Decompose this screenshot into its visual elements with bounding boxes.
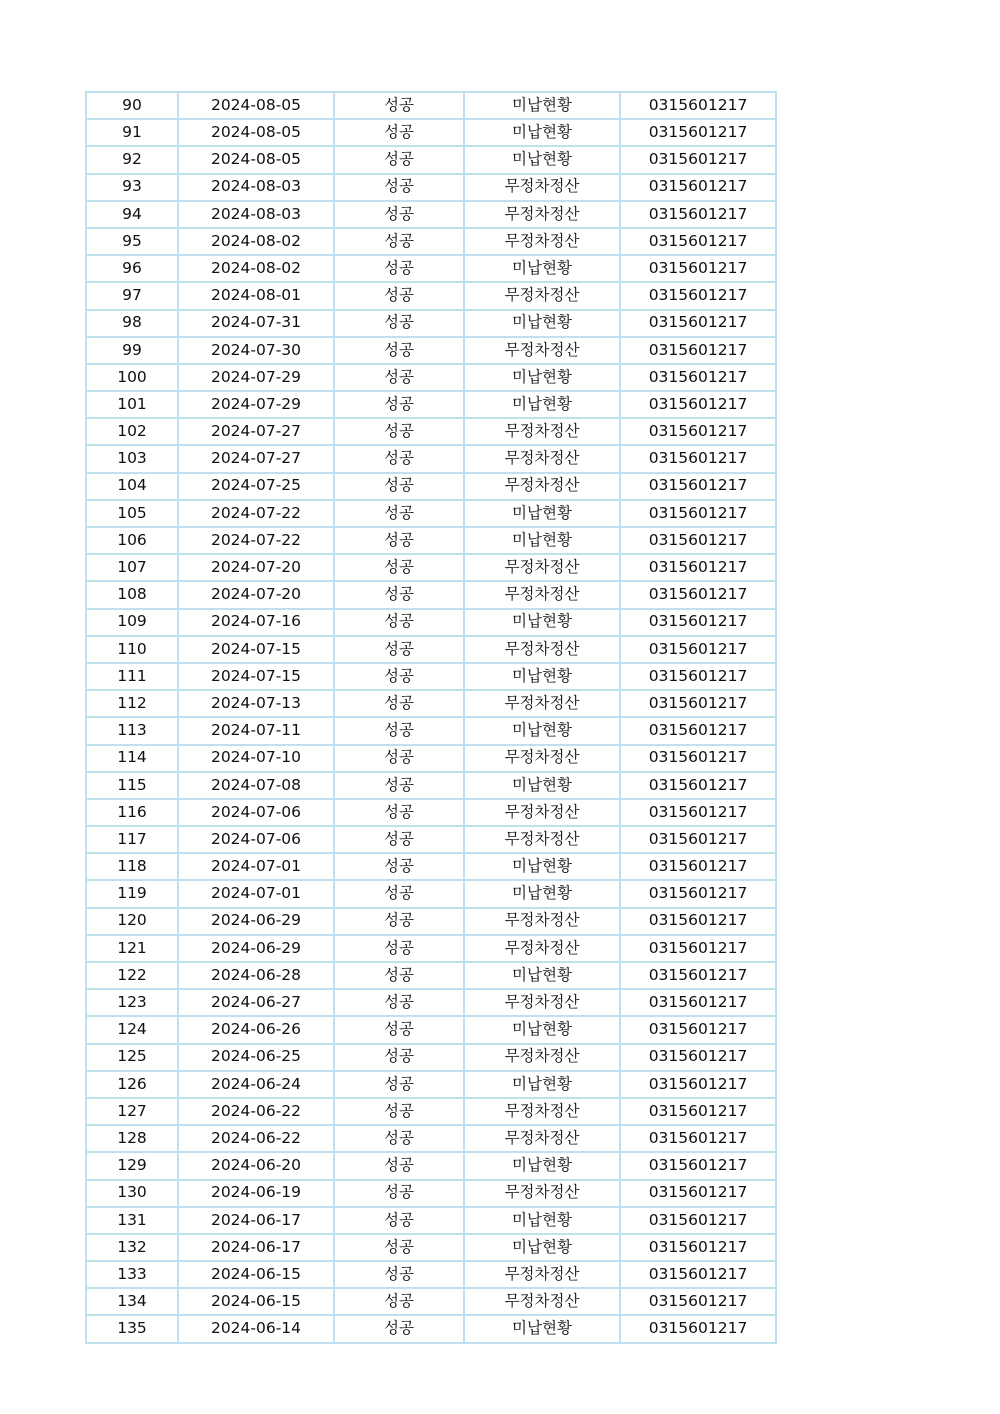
result-cell: 성공	[334, 935, 464, 962]
table-row	[86, 310, 776, 337]
type-cell: 무정차정산	[464, 935, 620, 962]
result-cell: 성공	[334, 473, 464, 500]
date-cell: 2024-07-31	[178, 310, 334, 337]
phone-cell: 0315601217	[620, 500, 776, 527]
table-row	[86, 1261, 776, 1288]
row-number-cell: 122	[86, 962, 178, 989]
phone-cell: 0315601217	[620, 745, 776, 772]
row-number-cell: 123	[86, 989, 178, 1016]
row-number-cell: 110	[86, 636, 178, 663]
date-cell: 2024-06-15	[178, 1288, 334, 1315]
phone-cell: 0315601217	[620, 554, 776, 581]
result-cell: 성공	[334, 445, 464, 472]
row-number-cell: 111	[86, 663, 178, 690]
table-row	[86, 663, 776, 690]
phone-cell: 0315601217	[620, 364, 776, 391]
table-row	[86, 745, 776, 772]
row-number-cell: 128	[86, 1125, 178, 1152]
result-cell: 성공	[334, 1315, 464, 1342]
date-cell: 2024-06-27	[178, 989, 334, 1016]
result-cell: 성공	[334, 609, 464, 636]
row-number-cell: 91	[86, 119, 178, 146]
table-row	[86, 1234, 776, 1261]
table-row	[86, 690, 776, 717]
date-cell: 2024-07-01	[178, 853, 334, 880]
row-number-cell: 107	[86, 554, 178, 581]
result-cell: 성공	[334, 745, 464, 772]
date-cell: 2024-07-06	[178, 799, 334, 826]
row-number-cell: 130	[86, 1180, 178, 1207]
row-number-cell: 92	[86, 146, 178, 173]
type-cell: 무정차정산	[464, 1098, 620, 1125]
phone-cell: 0315601217	[620, 1044, 776, 1071]
table-row	[86, 853, 776, 880]
table-row	[86, 228, 776, 255]
table-row	[86, 364, 776, 391]
table-row	[86, 1315, 776, 1342]
type-cell: 미납현황	[464, 364, 620, 391]
type-cell: 무정차정산	[464, 799, 620, 826]
table-row	[86, 935, 776, 962]
type-cell: 미납현황	[464, 500, 620, 527]
result-cell: 성공	[334, 282, 464, 309]
result-cell: 성공	[334, 174, 464, 201]
row-number-cell: 120	[86, 908, 178, 935]
type-cell: 무정차정산	[464, 418, 620, 445]
type-cell: 미납현황	[464, 962, 620, 989]
date-cell: 2024-06-26	[178, 1016, 334, 1043]
row-number-cell: 121	[86, 935, 178, 962]
row-number-cell: 131	[86, 1207, 178, 1234]
phone-cell: 0315601217	[620, 1152, 776, 1179]
row-number-cell: 134	[86, 1288, 178, 1315]
result-cell: 성공	[334, 826, 464, 853]
date-cell: 2024-08-03	[178, 174, 334, 201]
type-cell: 무정차정산	[464, 690, 620, 717]
type-cell: 무정차정산	[464, 554, 620, 581]
date-cell: 2024-07-29	[178, 364, 334, 391]
phone-cell: 0315601217	[620, 1261, 776, 1288]
phone-cell: 0315601217	[620, 1071, 776, 1098]
date-cell: 2024-07-10	[178, 745, 334, 772]
result-cell: 성공	[334, 1044, 464, 1071]
result-cell: 성공	[334, 1180, 464, 1207]
row-number-cell: 90	[86, 92, 178, 119]
type-cell: 미납현황	[464, 1071, 620, 1098]
phone-cell: 0315601217	[620, 609, 776, 636]
row-number-cell: 125	[86, 1044, 178, 1071]
phone-cell: 0315601217	[620, 989, 776, 1016]
result-cell: 성공	[334, 310, 464, 337]
row-number-cell: 102	[86, 418, 178, 445]
date-cell: 2024-07-25	[178, 473, 334, 500]
row-number-cell: 98	[86, 310, 178, 337]
date-cell: 2024-06-14	[178, 1315, 334, 1342]
type-cell: 무정차정산	[464, 745, 620, 772]
phone-cell: 0315601217	[620, 962, 776, 989]
table-row	[86, 609, 776, 636]
row-number-cell: 117	[86, 826, 178, 853]
table-row	[86, 146, 776, 173]
result-cell: 성공	[334, 146, 464, 173]
table-row	[86, 799, 776, 826]
table-row	[86, 1016, 776, 1043]
result-cell: 성공	[334, 1152, 464, 1179]
result-cell: 성공	[334, 228, 464, 255]
result-cell: 성공	[334, 772, 464, 799]
phone-cell: 0315601217	[620, 880, 776, 907]
date-cell: 2024-08-05	[178, 119, 334, 146]
type-cell: 미납현황	[464, 527, 620, 554]
type-cell: 미납현황	[464, 1207, 620, 1234]
result-cell: 성공	[334, 989, 464, 1016]
result-cell: 성공	[334, 799, 464, 826]
phone-cell: 0315601217	[620, 119, 776, 146]
result-cell: 성공	[334, 201, 464, 228]
phone-cell: 0315601217	[620, 418, 776, 445]
result-cell: 성공	[334, 1016, 464, 1043]
date-cell: 2024-07-22	[178, 500, 334, 527]
table-row	[86, 1288, 776, 1315]
row-number-cell: 127	[86, 1098, 178, 1125]
row-number-cell: 101	[86, 391, 178, 418]
result-cell: 성공	[334, 690, 464, 717]
phone-cell: 0315601217	[620, 908, 776, 935]
date-cell: 2024-07-30	[178, 337, 334, 364]
row-number-cell: 132	[86, 1234, 178, 1261]
table-row	[86, 418, 776, 445]
result-cell: 성공	[334, 853, 464, 880]
table-row	[86, 1180, 776, 1207]
result-cell: 성공	[334, 337, 464, 364]
date-cell: 2024-06-19	[178, 1180, 334, 1207]
result-cell: 성공	[334, 962, 464, 989]
result-cell: 성공	[334, 1288, 464, 1315]
type-cell: 무정차정산	[464, 228, 620, 255]
date-cell: 2024-06-24	[178, 1071, 334, 1098]
table-row	[86, 772, 776, 799]
table-row	[86, 880, 776, 907]
phone-cell: 0315601217	[620, 663, 776, 690]
result-cell: 성공	[334, 527, 464, 554]
table-row	[86, 174, 776, 201]
row-number-cell: 106	[86, 527, 178, 554]
date-cell: 2024-07-15	[178, 663, 334, 690]
row-number-cell: 105	[86, 500, 178, 527]
result-cell: 성공	[334, 1125, 464, 1152]
date-cell: 2024-07-20	[178, 581, 334, 608]
phone-cell: 0315601217	[620, 1288, 776, 1315]
table-row	[86, 1152, 776, 1179]
type-cell: 무정차정산	[464, 826, 620, 853]
row-number-cell: 109	[86, 609, 178, 636]
phone-cell: 0315601217	[620, 527, 776, 554]
result-cell: 성공	[334, 500, 464, 527]
row-number-cell: 124	[86, 1016, 178, 1043]
table-row	[86, 282, 776, 309]
date-cell: 2024-07-15	[178, 636, 334, 663]
type-cell: 미납현황	[464, 772, 620, 799]
table-row	[86, 255, 776, 282]
type-cell: 무정차정산	[464, 1288, 620, 1315]
table-row	[86, 445, 776, 472]
type-cell: 미납현황	[464, 853, 620, 880]
result-cell: 성공	[334, 1207, 464, 1234]
records-table	[85, 91, 777, 1344]
result-cell: 성공	[334, 92, 464, 119]
date-cell: 2024-06-29	[178, 908, 334, 935]
phone-cell: 0315601217	[620, 1315, 776, 1342]
date-cell: 2024-06-22	[178, 1125, 334, 1152]
phone-cell: 0315601217	[620, 337, 776, 364]
result-cell: 성공	[334, 255, 464, 282]
phone-cell: 0315601217	[620, 391, 776, 418]
phone-cell: 0315601217	[620, 1098, 776, 1125]
table-row	[86, 581, 776, 608]
type-cell: 미납현황	[464, 391, 620, 418]
row-number-cell: 93	[86, 174, 178, 201]
table-row	[86, 500, 776, 527]
phone-cell: 0315601217	[620, 174, 776, 201]
result-cell: 성공	[334, 636, 464, 663]
table-row	[86, 119, 776, 146]
table-row	[86, 391, 776, 418]
date-cell: 2024-08-03	[178, 201, 334, 228]
table-row	[86, 1207, 776, 1234]
type-cell: 무정차정산	[464, 908, 620, 935]
row-number-cell: 129	[86, 1152, 178, 1179]
table-row	[86, 201, 776, 228]
date-cell: 2024-08-02	[178, 255, 334, 282]
date-cell: 2024-07-01	[178, 880, 334, 907]
phone-cell: 0315601217	[620, 799, 776, 826]
phone-cell: 0315601217	[620, 1180, 776, 1207]
table-row	[86, 337, 776, 364]
date-cell: 2024-07-08	[178, 772, 334, 799]
result-cell: 성공	[334, 880, 464, 907]
date-cell: 2024-07-20	[178, 554, 334, 581]
table-row	[86, 92, 776, 119]
phone-cell: 0315601217	[620, 255, 776, 282]
result-cell: 성공	[334, 554, 464, 581]
phone-cell: 0315601217	[620, 1016, 776, 1043]
phone-cell: 0315601217	[620, 473, 776, 500]
row-number-cell: 115	[86, 772, 178, 799]
date-cell: 2024-06-17	[178, 1207, 334, 1234]
type-cell: 무정차정산	[464, 1261, 620, 1288]
row-number-cell: 119	[86, 880, 178, 907]
type-cell: 무정차정산	[464, 201, 620, 228]
date-cell: 2024-06-17	[178, 1234, 334, 1261]
date-cell: 2024-07-06	[178, 826, 334, 853]
type-cell: 무정차정산	[464, 989, 620, 1016]
row-number-cell: 97	[86, 282, 178, 309]
date-cell: 2024-06-22	[178, 1098, 334, 1125]
date-cell: 2024-08-05	[178, 92, 334, 119]
phone-cell: 0315601217	[620, 826, 776, 853]
type-cell: 무정차정산	[464, 1044, 620, 1071]
result-cell: 성공	[334, 1261, 464, 1288]
type-cell: 미납현황	[464, 717, 620, 744]
table-row	[86, 989, 776, 1016]
date-cell: 2024-07-13	[178, 690, 334, 717]
type-cell: 미납현황	[464, 663, 620, 690]
row-number-cell: 99	[86, 337, 178, 364]
date-cell: 2024-06-29	[178, 935, 334, 962]
row-number-cell: 103	[86, 445, 178, 472]
table-row	[86, 1044, 776, 1071]
type-cell: 미납현황	[464, 119, 620, 146]
date-cell: 2024-06-25	[178, 1044, 334, 1071]
phone-cell: 0315601217	[620, 581, 776, 608]
date-cell: 2024-07-27	[178, 445, 334, 472]
type-cell: 무정차정산	[464, 445, 620, 472]
type-cell: 무정차정산	[464, 581, 620, 608]
phone-cell: 0315601217	[620, 201, 776, 228]
result-cell: 성공	[334, 418, 464, 445]
phone-cell: 0315601217	[620, 310, 776, 337]
date-cell: 2024-07-16	[178, 609, 334, 636]
table-row	[86, 636, 776, 663]
phone-cell: 0315601217	[620, 690, 776, 717]
type-cell: 미납현황	[464, 880, 620, 907]
row-number-cell: 114	[86, 745, 178, 772]
type-cell: 무정차정산	[464, 1125, 620, 1152]
table-row	[86, 554, 776, 581]
result-cell: 성공	[334, 717, 464, 744]
phone-cell: 0315601217	[620, 228, 776, 255]
row-number-cell: 100	[86, 364, 178, 391]
row-number-cell: 133	[86, 1261, 178, 1288]
phone-cell: 0315601217	[620, 772, 776, 799]
row-number-cell: 94	[86, 201, 178, 228]
table-row	[86, 962, 776, 989]
row-number-cell: 112	[86, 690, 178, 717]
result-cell: 성공	[334, 1098, 464, 1125]
table-row	[86, 473, 776, 500]
type-cell: 무정차정산	[464, 337, 620, 364]
date-cell: 2024-06-28	[178, 962, 334, 989]
table-row	[86, 527, 776, 554]
result-cell: 성공	[334, 391, 464, 418]
result-cell: 성공	[334, 908, 464, 935]
type-cell: 미납현황	[464, 255, 620, 282]
date-cell: 2024-06-20	[178, 1152, 334, 1179]
phone-cell: 0315601217	[620, 92, 776, 119]
type-cell: 무정차정산	[464, 636, 620, 663]
phone-cell: 0315601217	[620, 935, 776, 962]
result-cell: 성공	[334, 119, 464, 146]
phone-cell: 0315601217	[620, 636, 776, 663]
date-cell: 2024-07-22	[178, 527, 334, 554]
row-number-cell: 116	[86, 799, 178, 826]
phone-cell: 0315601217	[620, 853, 776, 880]
phone-cell: 0315601217	[620, 717, 776, 744]
type-cell: 미납현황	[464, 1016, 620, 1043]
type-cell: 미납현황	[464, 1315, 620, 1342]
row-number-cell: 95	[86, 228, 178, 255]
row-number-cell: 113	[86, 717, 178, 744]
phone-cell: 0315601217	[620, 1207, 776, 1234]
type-cell: 미납현황	[464, 609, 620, 636]
type-cell: 무정차정산	[464, 282, 620, 309]
table-row	[86, 1125, 776, 1152]
row-number-cell: 108	[86, 581, 178, 608]
phone-cell: 0315601217	[620, 1234, 776, 1261]
table-row	[86, 717, 776, 744]
table-row	[86, 1098, 776, 1125]
date-cell: 2024-06-15	[178, 1261, 334, 1288]
type-cell: 무정차정산	[464, 174, 620, 201]
phone-cell: 0315601217	[620, 282, 776, 309]
date-cell: 2024-08-01	[178, 282, 334, 309]
table-row	[86, 1071, 776, 1098]
phone-cell: 0315601217	[620, 445, 776, 472]
row-number-cell: 126	[86, 1071, 178, 1098]
records-table-body	[86, 92, 776, 1343]
result-cell: 성공	[334, 663, 464, 690]
type-cell: 미납현황	[464, 146, 620, 173]
row-number-cell: 135	[86, 1315, 178, 1342]
type-cell: 무정차정산	[464, 473, 620, 500]
date-cell: 2024-07-11	[178, 717, 334, 744]
date-cell: 2024-07-27	[178, 418, 334, 445]
phone-cell: 0315601217	[620, 1125, 776, 1152]
row-number-cell: 104	[86, 473, 178, 500]
row-number-cell: 118	[86, 853, 178, 880]
result-cell: 성공	[334, 364, 464, 391]
result-cell: 성공	[334, 581, 464, 608]
type-cell: 미납현황	[464, 1234, 620, 1261]
row-number-cell: 96	[86, 255, 178, 282]
table-row	[86, 826, 776, 853]
date-cell: 2024-08-05	[178, 146, 334, 173]
phone-cell: 0315601217	[620, 146, 776, 173]
date-cell: 2024-07-29	[178, 391, 334, 418]
type-cell: 미납현황	[464, 92, 620, 119]
type-cell: 무정차정산	[464, 1180, 620, 1207]
type-cell: 미납현황	[464, 310, 620, 337]
result-cell: 성공	[334, 1071, 464, 1098]
type-cell: 미납현황	[464, 1152, 620, 1179]
table-row	[86, 908, 776, 935]
result-cell: 성공	[334, 1234, 464, 1261]
date-cell: 2024-08-02	[178, 228, 334, 255]
